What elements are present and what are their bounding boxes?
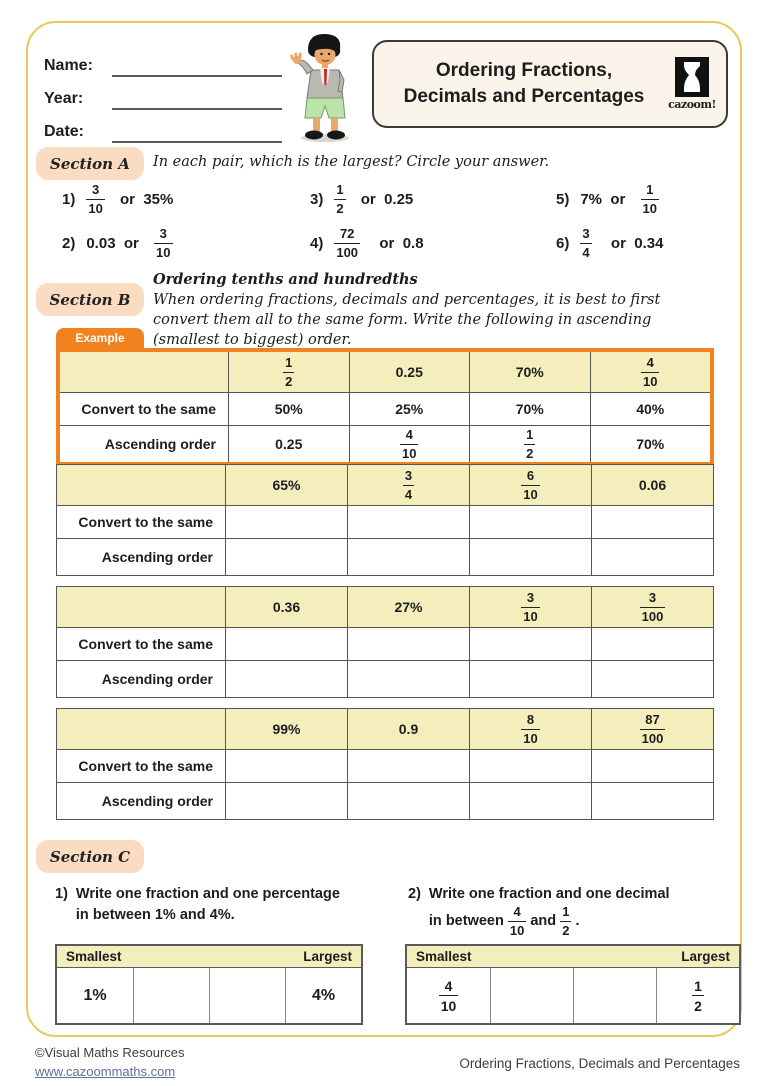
text: and	[526, 912, 561, 929]
problem-number: 1)	[62, 190, 76, 208]
section-b-text	[153, 270, 719, 350]
table-value-cell	[349, 392, 470, 425]
table-value-cell	[469, 392, 590, 425]
blank-answer-cell	[591, 505, 713, 538]
fraction: $\frac{4}{10}$	[440, 977, 457, 1014]
problem-number: 6)	[556, 234, 570, 252]
blank-answer-cell	[225, 538, 347, 575]
largest-label: Largest	[303, 949, 352, 964]
text: 70%	[515, 401, 544, 417]
text: 0.9	[398, 721, 419, 737]
fraction: $\frac{3}{100}$	[641, 590, 664, 624]
blank-answer-cell	[591, 660, 713, 697]
section-a-instruction: In each pair, which is the largest? Circle your answer.	[153, 154, 550, 170]
question-line	[429, 905, 670, 937]
problem-number: 3)	[310, 190, 324, 208]
title-line-1: Ordering Fractions,	[435, 60, 613, 82]
text: 0.03 or	[86, 234, 144, 252]
worksheet-title	[382, 58, 666, 109]
example-tab: Example	[56, 328, 144, 348]
fraction: $\frac{4}{10}$	[402, 427, 417, 461]
table-value-cell	[347, 709, 469, 749]
table-value-cell	[225, 465, 347, 505]
table-value-cell	[469, 352, 590, 392]
smallest-largest-header	[407, 946, 739, 968]
cazoom-logo-icon	[675, 57, 709, 97]
text: 7% or	[580, 190, 630, 208]
table-value-cell	[591, 709, 713, 749]
table-value-cell	[225, 587, 347, 627]
fraction: $\frac{4}{10}$	[643, 355, 658, 389]
row-label-ascending: Ascending order	[60, 425, 228, 462]
fraction: $\frac{4}{10}$	[509, 904, 525, 939]
text: or 35%	[115, 190, 174, 208]
date-label: Date:	[44, 123, 85, 140]
ordering-table-3	[56, 708, 714, 820]
worksheet-title-box	[372, 40, 728, 128]
blank-answer-cell	[469, 749, 591, 782]
text: 0.36	[272, 599, 301, 615]
problem-number: 5)	[556, 190, 570, 208]
fraction: $\frac{1}{10}$	[642, 182, 657, 216]
name-label: Name:	[44, 57, 93, 74]
fraction: $\frac{3}{10}$	[156, 226, 171, 260]
fraction: $\frac{3}{4}$	[582, 226, 590, 260]
table-value-cell	[407, 968, 490, 1023]
section-b-heading: Ordering tenths and hundredths	[153, 271, 418, 288]
year-label: Year:	[44, 90, 84, 107]
question-text	[76, 884, 340, 926]
text: 4%	[311, 986, 336, 1004]
table-value-cell	[228, 352, 349, 392]
section-a-label: Section A	[36, 147, 144, 180]
table-value-cell	[228, 425, 349, 462]
cazoom-logo-text: cazoom!	[668, 98, 716, 111]
blank-answer-cell	[347, 538, 469, 575]
table-value-cell	[590, 425, 711, 462]
blank-answer-cell	[469, 660, 591, 697]
blank-answer-cell	[469, 505, 591, 538]
blank-answer-cell	[490, 968, 573, 1023]
schoolboy-mascot-illustration	[278, 30, 372, 144]
footer-copyright: ©Visual Maths Resources	[35, 1045, 185, 1060]
question-line	[76, 905, 340, 926]
blank-answer-cell	[469, 538, 591, 575]
fraction: $\frac{1}{2}$	[694, 977, 702, 1014]
text: 27%	[394, 599, 423, 615]
problem	[310, 179, 556, 219]
fraction: $\frac{87}{100}$	[641, 712, 664, 746]
question-number: 1)	[55, 886, 68, 902]
smallest-largest-cells	[57, 968, 361, 1023]
text: or 0.25	[356, 190, 414, 208]
fraction: $\frac{72}{100}$	[336, 226, 359, 260]
blank-answer-cell	[469, 627, 591, 660]
text: 25%	[395, 401, 424, 417]
table-value-cell	[225, 709, 347, 749]
table-value-cell	[590, 352, 711, 392]
smallest-largest-table-1	[55, 944, 363, 1025]
text: 0.25	[395, 364, 423, 380]
fraction: $\frac{3}{4}$	[404, 468, 413, 502]
largest-label: Largest	[681, 949, 730, 964]
blank-answer-cell	[225, 627, 347, 660]
smallest-label: Smallest	[66, 949, 122, 964]
blank-answer-cell	[469, 782, 591, 819]
cazoom-logo	[666, 57, 718, 111]
blank-answer-cell	[225, 749, 347, 782]
table-value-cell	[228, 392, 349, 425]
problem	[556, 223, 726, 263]
smallest-largest-header	[57, 946, 361, 968]
text: 70%	[515, 364, 544, 380]
row-label-convert: Convert to the same	[57, 627, 225, 660]
table-corner-cell	[57, 709, 225, 749]
text: Write one fraction and one decimal	[428, 886, 670, 902]
row-label-convert: Convert to the same	[57, 505, 225, 538]
blank-answer-cell	[347, 505, 469, 538]
row-label-convert: Convert to the same	[60, 392, 228, 425]
section-c-label: Section C	[36, 840, 144, 873]
row-label-ascending: Ascending order	[57, 782, 225, 819]
question-text	[429, 884, 670, 937]
problem	[310, 223, 556, 263]
year-line	[112, 86, 282, 110]
text: 99%	[272, 721, 301, 737]
text: 70%	[636, 436, 665, 452]
table-value-cell	[656, 968, 739, 1023]
blank-answer-cell	[591, 782, 713, 819]
table-value-cell	[349, 425, 470, 462]
smallest-label: Smallest	[416, 949, 472, 964]
blank-answer-cell	[591, 627, 713, 660]
blank-answer-cell	[225, 782, 347, 819]
text: 0.06	[638, 477, 667, 493]
row-label-ascending: Ascending order	[57, 660, 225, 697]
blank-answer-cell	[347, 749, 469, 782]
blank-answer-cell	[133, 968, 209, 1023]
problem	[62, 223, 310, 263]
problem	[62, 179, 310, 219]
text: in between	[428, 912, 508, 929]
text: 50%	[274, 401, 303, 417]
fraction: $\frac{1}{2}$	[336, 182, 344, 216]
text: 0.25	[275, 436, 303, 452]
table-value-cell	[469, 465, 591, 505]
text: Write one fraction and one percentage	[75, 886, 340, 902]
table-value-cell	[347, 587, 469, 627]
section-c-question-1	[55, 884, 375, 926]
section-a-problems	[62, 179, 726, 263]
footer-credit	[35, 1044, 185, 1082]
table-corner-cell	[57, 465, 225, 505]
fraction: $\frac{1}{2}$	[562, 904, 570, 939]
ordering-table-2	[56, 586, 714, 698]
text: .	[571, 912, 580, 929]
name-field	[44, 44, 282, 77]
row-label-convert: Convert to the same	[57, 749, 225, 782]
name-line	[112, 53, 282, 77]
fraction: $\frac{1}{2}$	[526, 427, 534, 461]
blank-answer-cell	[347, 660, 469, 697]
text: or 0.8	[371, 234, 424, 252]
question-number: 2)	[408, 886, 421, 902]
footer-website-link[interactable]: www.cazoommaths.com	[35, 1063, 176, 1079]
footer-worksheet-name: Ordering Fractions, Decimals and Percentages	[459, 1056, 740, 1071]
table-value-cell	[57, 968, 133, 1023]
ordering-table-1	[56, 464, 714, 576]
example-table	[56, 348, 714, 466]
table-value-cell	[349, 352, 470, 392]
row-label-ascending: Ascending order	[57, 538, 225, 575]
fraction: $\frac{3}{10}$	[523, 590, 538, 624]
fraction: $\frac{8}{10}$	[523, 712, 538, 746]
fraction: $\frac{3}{10}$	[88, 182, 103, 216]
year-field	[44, 77, 282, 110]
section-b-body: When ordering fractions, decimals and percentages, it is best to first convert them all to the same form. Write the following in ascending (smallest to biggest) order.	[153, 292, 661, 348]
text: or 0.34	[602, 234, 664, 252]
blank-answer-cell	[225, 660, 347, 697]
problem-number: 2)	[62, 234, 76, 252]
table-value-cell	[347, 465, 469, 505]
fraction: $\frac{6}{10}$	[523, 468, 538, 502]
section-c-question-2	[408, 884, 738, 937]
table-value-cell	[469, 587, 591, 627]
table-value-cell	[469, 709, 591, 749]
date-field	[44, 110, 282, 143]
question-line	[429, 884, 670, 905]
blank-answer-cell	[591, 749, 713, 782]
table-value-cell	[591, 587, 713, 627]
table-value-cell	[285, 968, 361, 1023]
section-b-label: Section B	[36, 283, 144, 316]
problem-number: 4)	[310, 234, 324, 252]
date-line	[112, 119, 282, 143]
blank-answer-cell	[591, 538, 713, 575]
blank-answer-cell	[573, 968, 656, 1023]
problem	[556, 179, 726, 219]
fraction: $\frac{1}{2}$	[285, 355, 293, 389]
table-value-cell	[591, 465, 713, 505]
blank-answer-cell	[347, 627, 469, 660]
table-corner-cell	[57, 587, 225, 627]
table-value-cell	[590, 392, 711, 425]
title-line-2: Decimals and Percentages	[403, 86, 645, 107]
table-value-cell	[469, 425, 590, 462]
blank-answer-cell	[225, 505, 347, 538]
question-line	[76, 884, 340, 905]
text: 65%	[272, 477, 301, 493]
smallest-largest-table-2	[405, 944, 741, 1025]
smallest-largest-cells	[407, 968, 739, 1023]
table-corner-cell	[60, 352, 228, 392]
text: 40%	[636, 401, 665, 417]
blank-answer-cell	[209, 968, 285, 1023]
text: in between 1% and 4%.	[75, 907, 235, 924]
text: 1%	[83, 986, 107, 1004]
header-fields	[44, 44, 282, 143]
blank-answer-cell	[347, 782, 469, 819]
